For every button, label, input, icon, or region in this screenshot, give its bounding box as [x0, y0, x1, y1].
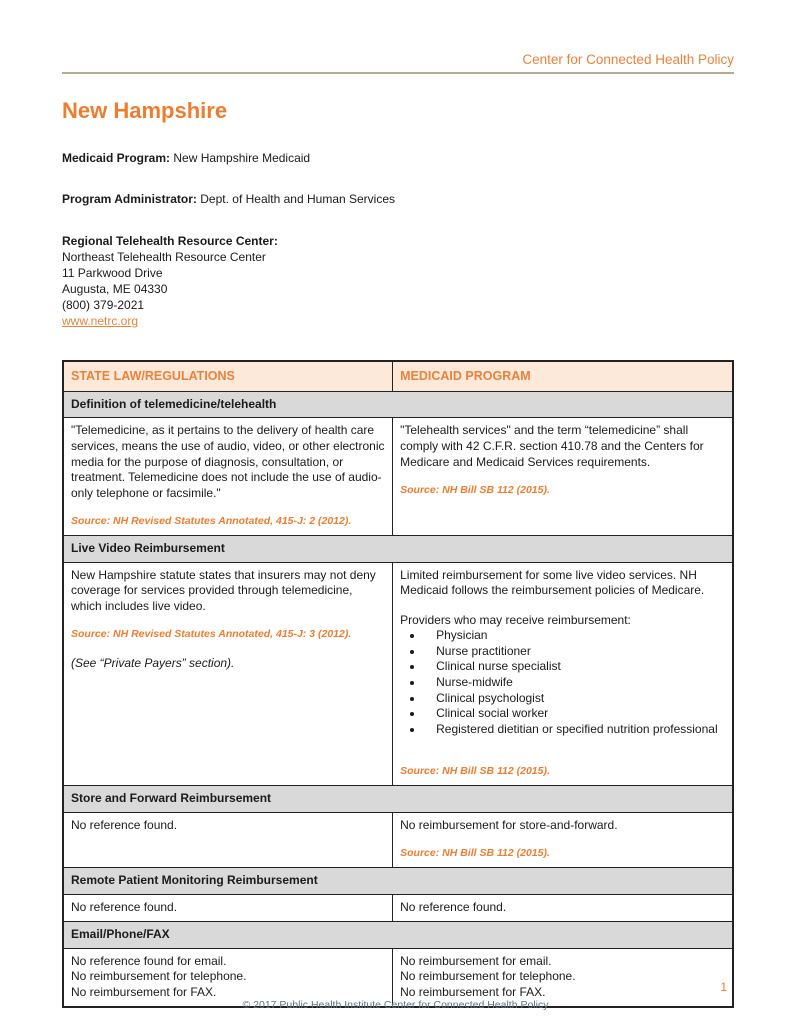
section-header-email-phone-fax — [63, 922, 733, 949]
live-video-state-law-source: Source: NH Revised Statutes Annotated, 415-J: 3 (2012). — [71, 628, 352, 641]
netrc-link[interactable]: www.netrc.org — [62, 314, 139, 329]
medicaid-program-value: New Hampshire Medicaid — [173, 151, 311, 165]
footer-copyright: © 2017 Public Health Institute Center for Connected Health Policy — [242, 999, 549, 1011]
policy-table — [62, 360, 734, 1008]
section-header-definition-label: Definition of telemedicine/telehealth — [63, 391, 733, 418]
program-administrator-label: Program Administrator: — [62, 192, 197, 206]
section-header-store-forward — [63, 786, 733, 813]
store-forward-medicaid-cell — [393, 812, 733, 867]
rpm-content-row — [63, 894, 733, 922]
provider-item: • Registered dietitian or specified nutrition professional — [424, 722, 725, 738]
resource-center-city: Augusta, ME 04330 — [62, 282, 168, 297]
store-forward-medicaid-source: Source: NH Bill SB 112 (2015). — [400, 847, 550, 860]
phone-line: No reimbursement for telephone. — [71, 969, 247, 984]
fax-line: No reimbursement for FAX. — [71, 984, 217, 999]
rpm-medicaid-text: No reference found. — [400, 899, 507, 914]
section-header-email-phone-fax-label: Email/Phone/FAX — [63, 922, 733, 949]
live-video-state-law-text: New Hampshire statute states that insurers may not deny coverage for services provided through telemedicine, which includes live video. — [71, 567, 376, 613]
resource-center-street: 11 Parkwood Drive — [62, 266, 163, 281]
live-video-medicaid-cell — [393, 562, 733, 786]
provider-item: • Clinical nurse specialist — [424, 659, 725, 675]
live-video-content-row — [63, 562, 733, 786]
store-forward-state-law-text: No reference found. — [71, 817, 178, 832]
section-header-live-video-label: Live Video Reimbursement — [63, 535, 733, 562]
phone-line: No reimbursement for telephone. — [400, 969, 576, 984]
fax-line: No reimbursement for FAX. — [400, 984, 546, 999]
column-header-medicaid: MEDICAID PROGRAM — [393, 361, 733, 391]
definition-state-law-text: "Telemedicine, as it pertains to the delivery of health care services, means the use of audio, video, or other electronic media for the purpose of diagnosis, consultation, or treatment. Telemedicine does not include the use of audio-only telephone or facsimile." — [71, 423, 385, 500]
definition-medicaid-source: Source: NH Bill SB 112 (2015). — [400, 484, 550, 497]
rpm-state-law-text: No reference found. — [71, 899, 178, 914]
org-name: Center for Connected Health Policy — [522, 52, 734, 67]
definition-state-law-source: Source: NH Revised Statutes Annotated, 415-J: 2 (2012). — [71, 515, 352, 528]
provider-item: • Nurse practitioner — [424, 644, 725, 660]
definition-state-law-cell — [63, 418, 393, 536]
store-forward-state-law-cell — [63, 812, 393, 867]
rpm-state-law-cell — [63, 894, 393, 922]
provider-item: • Physician — [424, 628, 725, 644]
medicaid-program-line — [62, 151, 734, 165]
definition-content-row — [63, 418, 733, 536]
live-video-medicaid-text: Limited reimbursement for some live video services. NH Medicaid follows the reimbursement policies of Medicare. — [400, 567, 705, 598]
store-forward-medicaid-text: No reimbursement for store-and-forward. — [400, 817, 618, 832]
program-administrator-line — [62, 192, 734, 206]
column-header-state-law: STATE LAW/REGULATIONS — [63, 361, 393, 391]
resource-center-block — [62, 233, 734, 329]
table-column-header-row — [63, 361, 733, 391]
section-header-rpm — [63, 867, 733, 894]
medicaid-program-label: Medicaid Program: — [62, 151, 171, 165]
provider-item: • Nurse-midwife — [424, 675, 725, 691]
email-line: No reference found for email. — [71, 953, 227, 968]
email-line: No reimbursement for email. — [400, 953, 552, 968]
live-video-state-law-note: (See “Private Payers” section). — [71, 655, 235, 670]
definition-medicaid-text: "Telehealth services" and the term “telemedicine” shall comply with 42 C.F.R. section 410.78 and the Centers for Medicare and Medicaid Services requirements. — [400, 423, 704, 469]
page-title: New Hampshire — [62, 98, 228, 123]
rpm-medicaid-cell — [393, 894, 733, 922]
providers-list — [424, 628, 725, 737]
live-video-providers-intro: Providers who may receive reimbursement: — [400, 612, 631, 627]
definition-medicaid-cell — [393, 418, 733, 536]
section-header-definition — [63, 391, 733, 418]
store-forward-content-row — [63, 812, 733, 867]
provider-item: • Clinical social worker — [424, 706, 725, 722]
header-rule — [62, 72, 734, 74]
section-header-rpm-label: Remote Patient Monitoring Reimbursement — [63, 867, 733, 894]
section-header-store-forward-label: Store and Forward Reimbursement — [63, 786, 733, 813]
resource-center-label: Regional Telehealth Resource Center: — [62, 234, 278, 248]
program-administrator-value: Dept. of Health and Human Services — [200, 192, 396, 206]
live-video-medicaid-source: Source: NH Bill SB 112 (2015). — [400, 765, 550, 778]
resource-center-name: Northeast Telehealth Resource Center — [62, 250, 266, 265]
provider-item: • Clinical psychologist — [424, 691, 725, 707]
resource-center-phone: (800) 379-2021 — [62, 298, 145, 313]
section-header-live-video — [63, 535, 733, 562]
page-number: 1 — [720, 980, 727, 994]
live-video-state-law-cell — [63, 562, 393, 786]
